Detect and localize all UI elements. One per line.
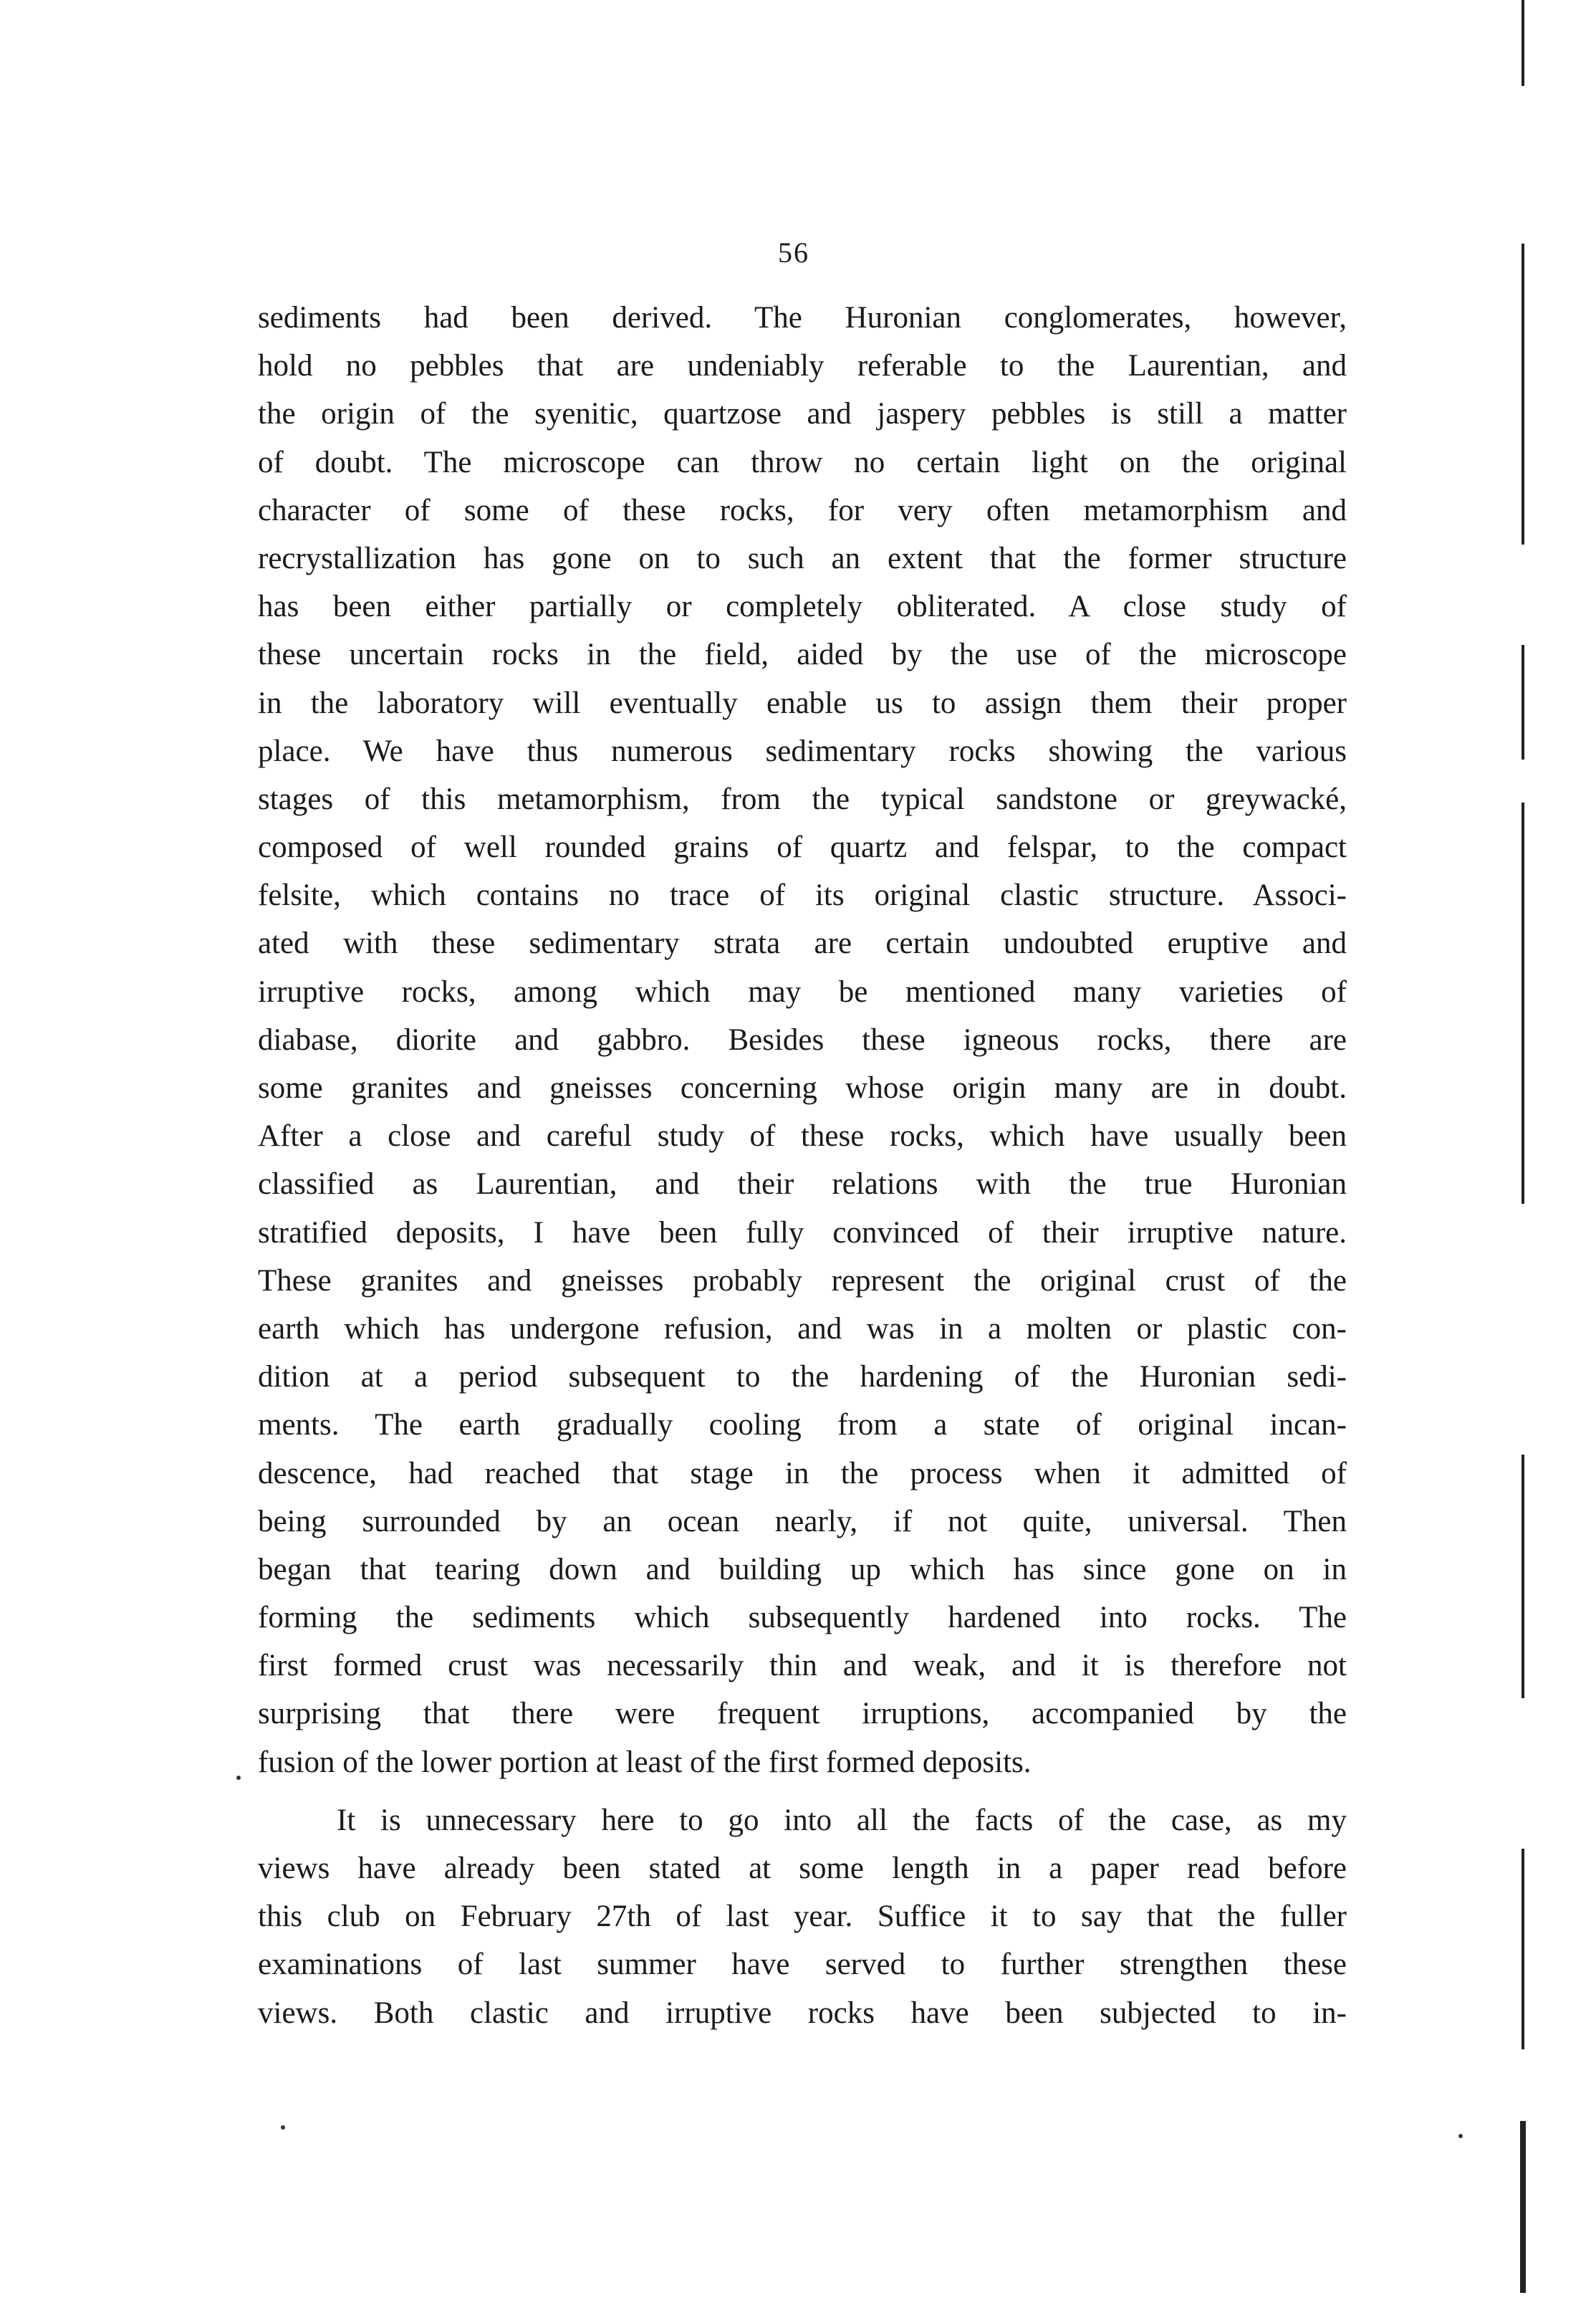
body-text — [258, 294, 1347, 2037]
text-line: irruptive rocks, among which may be mentioned many varieties of — [258, 974, 1347, 1009]
text-line: descence, had reached that stage in the process when it admitted of — [258, 1456, 1347, 1490]
text-line: views have already been stated at some length in a paper read before — [258, 1852, 1347, 1885]
scan-speck — [1458, 2134, 1463, 2138]
text-line: some granites and gneisses concerning whose origin many are in doubt. — [258, 1071, 1347, 1105]
text-line: has been either partially or completely obliterated. A close study of — [258, 590, 1347, 624]
page-number: 56 — [778, 236, 809, 269]
text-line: examinations of last summer have served to further strengthen these — [258, 1948, 1347, 1982]
text-line: ated with these sedimentary strata are certain undoubted eruptive and — [258, 926, 1347, 961]
text-line: hold no pebbles that are undeniably referable to the Laurentian, and — [258, 349, 1347, 383]
text-line: It is unnecessary here to go into all the facts of the case, as my — [337, 1803, 1347, 1837]
scan-edge-artifact — [1517, 0, 1529, 2313]
paragraph-gap — [258, 1786, 1347, 1796]
text-line: After a close and careful study of these rocks, which have usually been — [258, 1119, 1347, 1154]
paragraph-1 — [258, 294, 1347, 1786]
text-line: stages of this metamorphism, from the typical sandstone or greywacké, — [258, 782, 1347, 816]
paragraph-2 — [258, 1796, 1347, 2037]
text-line: dition at a period subsequent to the hardening of the Huronian sedi- — [258, 1360, 1347, 1394]
text-line: began that tearing down and building up which has since gone on in — [258, 1552, 1347, 1586]
text-line: the origin of the syenitic, quartzose and jaspery pebbles is still a matter — [258, 397, 1347, 431]
text-line: being surrounded by an ocean nearly, if not quite, universal. Then — [258, 1504, 1347, 1538]
scan-speck — [281, 2125, 285, 2130]
text-line: recrystallization has gone on to such an extent that the former structure — [258, 541, 1347, 575]
scan-speck — [236, 1776, 241, 1780]
text-line: fusion of the lower portion at least of the first formed deposits. — [258, 1745, 1032, 1779]
text-line: diabase, diorite and gabbro. Besides these igneous rocks, there are — [258, 1023, 1347, 1057]
text-line: stratified deposits, I have been fully convinced of their irruptive nature. — [258, 1215, 1347, 1250]
text-line: these uncertain rocks in the field, aided by the use of the microscope — [258, 638, 1347, 672]
text-line: These granites and gneisses probably represent the original crust of the — [258, 1263, 1347, 1298]
text-line: first formed crust was necessarily thin and weak, and it is therefore not — [258, 1649, 1347, 1683]
text-line: composed of well rounded grains of quartz and felspar, to the compact — [258, 830, 1347, 865]
text-line: views. Both clastic and irruptive rocks have been subjected to in- — [258, 1996, 1347, 2030]
text-line: of doubt. The microscope can throw no certain light on the original — [258, 445, 1347, 479]
text-line: felsite, which contains no trace of its original clastic structure. Associ- — [258, 878, 1347, 913]
text-line: earth which has undergone refusion, and was in a molten or plastic con- — [258, 1311, 1347, 1346]
text-line: ments. The earth gradually cooling from a state of original incan- — [258, 1408, 1347, 1442]
text-line: sediments had been derived. The Huronian conglomerates, however, — [258, 301, 1347, 335]
text-line: this club on February 27th of last year. Suffice it to say that the fuller — [258, 1900, 1347, 1934]
text-line: in the laboratory will eventually enable us to assign them their proper — [258, 686, 1347, 720]
text-line: classified as Laurentian, and their relations with the true Huronian — [258, 1167, 1347, 1202]
text-line: surprising that there were frequent irruptions, accompanied by the — [258, 1697, 1347, 1731]
text-line: character of some of these rocks, for very often metamorphism and — [258, 493, 1347, 527]
text-line: forming the sediments which subsequently hardened into rocks. The — [258, 1601, 1347, 1635]
text-line: place. We have thus numerous sedimentary rocks showing the various — [258, 734, 1347, 768]
